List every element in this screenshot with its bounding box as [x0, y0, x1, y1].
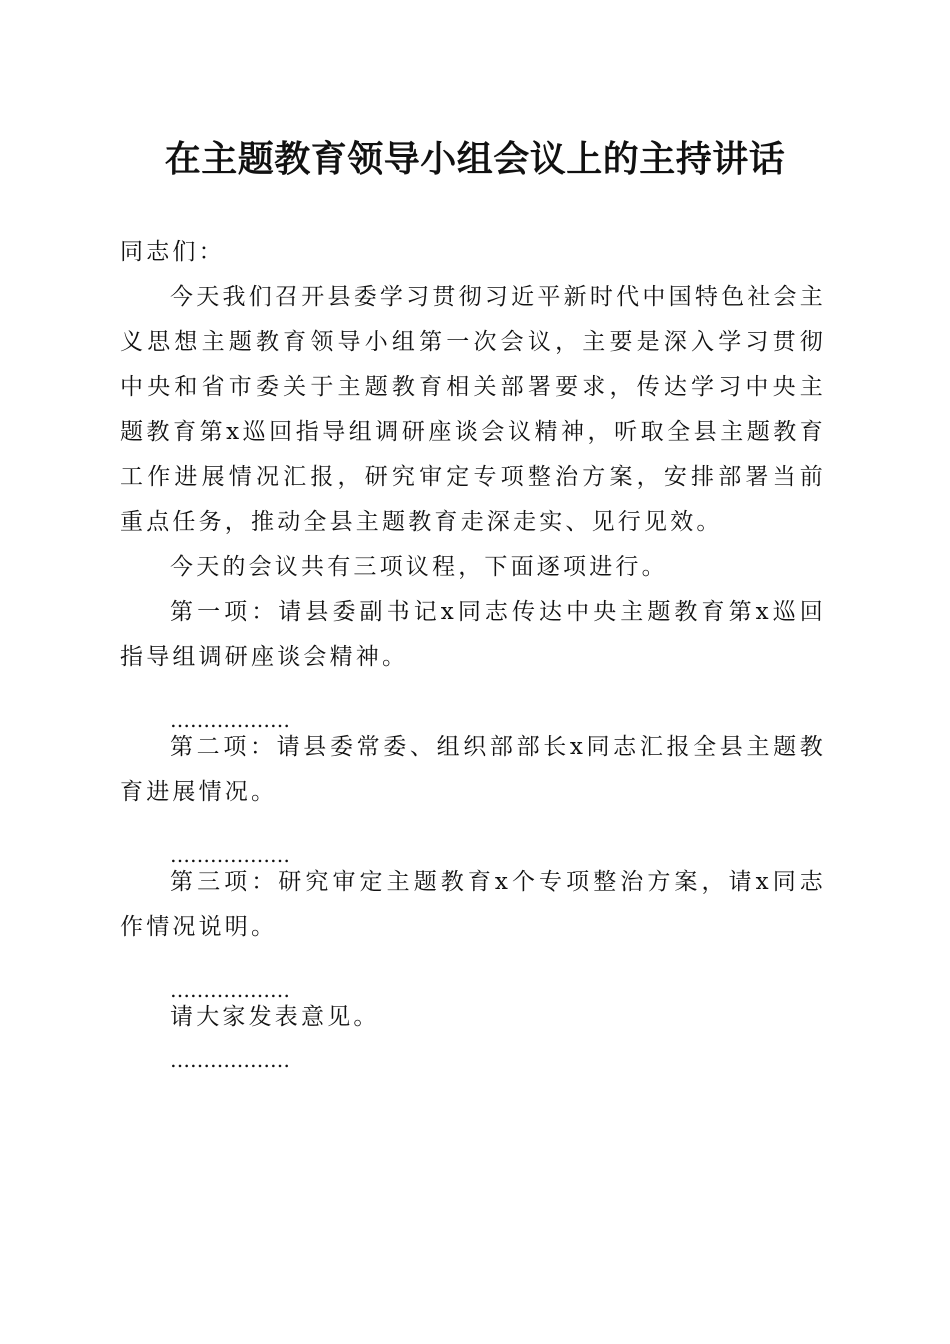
agenda-paragraph: 今天的会议共有三项议程，下面逐项进行。	[170, 554, 668, 580]
ellipsis-2: ………………	[170, 843, 290, 867]
document-title: 在主题教育领导小组会议上的主持讲话	[164, 138, 786, 180]
document-body	[120, 230, 826, 1070]
opinion-paragraph: 请大家发表意见。	[170, 1004, 380, 1030]
agenda-item-3: 第三项：研究审定主题教育x个专项整治方案，请x同志作情况说明。	[120, 869, 826, 940]
ellipsis-1: ………………	[170, 708, 290, 732]
ellipsis-4: ………………	[170, 1048, 290, 1072]
ellipsis-3: ………………	[170, 978, 290, 1002]
intro-paragraph: 今天我们召开县委学习贯彻习近平新时代中国特色社会主义思想主题教育领导小组第一次会议，主要是深入学习贯彻中央和省市委关于主题教育相关部署要求，传达学习中央主题教育第x巡回指导组调研座谈会议精神，听取全县主题教育工作进展情况汇报，研究审定专项整治方案，安排部署当前重点任务，推动全县主题教育走深走实、见行见效。	[120, 284, 826, 535]
salutation: 同志们：	[120, 239, 225, 265]
agenda-item-2: 第二项：请县委常委、组织部部长x同志汇报全县主题教育进展情况。	[120, 734, 826, 805]
agenda-item-1: 第一项：请县委副书记x同志传达中央主题教育第x巡回指导组调研座谈会精神。	[120, 599, 826, 670]
